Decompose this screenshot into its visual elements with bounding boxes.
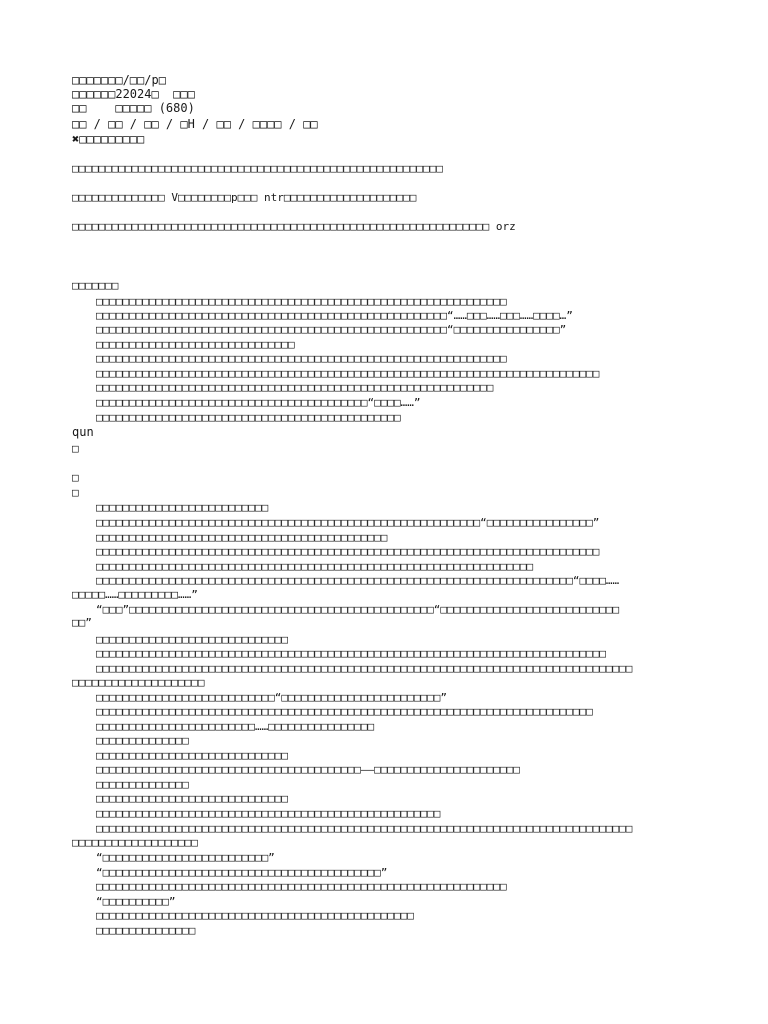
section-line: □□□□□□□□□□□□□□□□□□□□□□□□□□□□□□□□□□□□□□□□□□□□□□□□□□□□□“……□□□……□□□……□□□□…” [96, 309, 573, 322]
section-line: □□□□□□□□□□□□□□□□□□□□□□□□□□□□□□□□□□□□□□□□□□□□□□□□□□□□□“□□□□□□□□□□□□□□□□” [96, 323, 567, 336]
body-line: □□□□□……□□□□□□□□□……” [72, 588, 198, 601]
body-line: □□□□□□□□□□□□□□□□□□□□□□□□□□□□□□□□□□□□□□□□——□□□□□□□□□□□□□□□□□□□□□□ [96, 763, 520, 776]
section-line: □□□□□□□□□□□□□□□□□□□□□□□□□□□□□□□□□□□□□□□□□“□□□□……” [96, 396, 421, 409]
body-line: □□□□□□□□□□□□□□□□□□□□□□□□□□□□□□□□□□□□□□□□□□□□□□□□□□□□□□□□□□□□□□ [96, 880, 507, 893]
body-line: □□□□□□□□□□□□□□□□□□□□□□□□□□□□□□□□□□□□□□□□□□□□□□□□□□□□□□□□□□□□□□□□□□□□□□□□□□□□□□□□□ [96, 662, 633, 675]
body-line: □□□□□□□□□□□□□□□□□□□□□□□□□□□□□□□□□□□□□□□□□□□□□□□□□□□□□□□□□□□□□□□□□□□□□□□□□□□□ [96, 545, 600, 558]
body-line: □□□□□□□□□□□□□□ [96, 734, 189, 747]
body-line: □□□□□□□□□□□□□□□□□□□□□□□□□□□□□ [96, 633, 289, 646]
tag-list: □□ / □□ / □□ / □H / □□ / □□□□ / □□ [72, 117, 318, 131]
body-line: □□□□□□□□□□□□□□□□□□□□□□□□□□□□□□□□□□□□□□□□□□□□□□□□□□□□ [96, 807, 441, 820]
body-line: □□□□□□□□□□□□□□□□□□□□□□□□□□□□□□□□□□□□□□□□□□□□□□□□□□□□□□□□□□□□□□□□□□□□□□□□“□□□□…… [96, 574, 620, 587]
body-line: □□□□□□□□□□□□□□□ [96, 924, 196, 937]
section-line: □□□□□□□□□□□□□□□□□□□□□□□□□□□□□□□□□□□□□□□□□□□□□□ [96, 411, 401, 424]
body-line: “□□□□□□□□□□□□□□□□□□□□□□□□□” [96, 851, 275, 864]
body-line: □□□□□□□□□□□□□□□□□□□□□□□□□□ [96, 501, 269, 514]
body-line: □□□□□□□□□□□□□□□□□□□□ [72, 676, 205, 689]
breadcrumb: □□□□□□□/□□/p□ [72, 73, 166, 87]
body-line: □□□□□□□□□□□□□□□□□□□□□□□□……□□□□□□□□□□□□□□□□ [96, 720, 375, 733]
misc-text: qun [72, 425, 94, 439]
warning-notice: ✖□□□□□□□□□ [72, 132, 145, 146]
misc-box: □ [72, 486, 79, 499]
intro-paragraph-2: □□□□□□□□□□□□□□ V□□□□□□□□p□□□ ntr□□□□□□□□□□□□□□□□□□□□ [72, 191, 417, 204]
section-title: □□□□□□□ [72, 279, 119, 292]
body-line: □□□□□□□□□□□□□□□□□□□□□□□□□□□□□□□□□□□□□□□□□□□□□□□□□□□□□□□□□□□□□□□□□□□□□□□□□□□□□ [96, 647, 606, 660]
section-line: □□□□□□□□□□□□□□□□□□□□□□□□□□□□□□□□□□□□□□□□□□□□□□□□□□□□□□□□□□□□□□□□□□□□□□□□□□□□ [96, 367, 600, 380]
body-line: □□□□□□□□□□□□□□□□□□□ [72, 836, 198, 849]
body-line: □□□□□□□□□□□□□□□□□□□□□□□□□□□□□□□□□□□□□□□□□□□□□□□□□□□□□□□□□□□□□□□□□□□□□□□□□□□ [96, 705, 593, 718]
body-line: □□□□□□□□□□□□□□□□□□□□□□□□□□□□□□□□□□□□□□□□□□□□□□□□ [96, 909, 414, 922]
section-line: □□□□□□□□□□□□□□□□□□□□□□□□□□□□□□□□□□□□□□□□□□□□□□□□□□□□□□□□□□□□□□ [96, 352, 507, 365]
body-line: □□□□□□□□□□□□□□□□□□□□□□□□□□□“□□□□□□□□□□□□□□□□□□□□□□□□” [96, 691, 447, 704]
intro-paragraph-3: □□□□□□□□□□□□□□□□□□□□□□□□□□□□□□□□□□□□□□□□□□□□□□□□□□□□□□□□□□□□□□□ orz [72, 220, 516, 233]
body-line: □□□□□□□□□□□□□□□□□□□□□□□□□□□□□□□□□□□□□□□□□□□□□□□□□□□□□□□□□□□□□□□□□□ [96, 560, 534, 573]
body-line: □□□□□□□□□□□□□□□□□□□□□□□□□□□□□□□□□□□□□□□□□□□□□□□□□□□□□□□□□□“□□□□□□□□□□□□□□□□” [96, 516, 600, 529]
body-line: □□□□□□□□□□□□□□□□□□□□□□□□□□□□□□□□□□□□□□□□□□□□ [96, 531, 388, 544]
misc-box: □ [72, 442, 79, 455]
post-meta: □□□□□□22024□ □□□ [72, 87, 195, 101]
intro-paragraph-1: □□□□□□□□□□□□□□□□□□□□□□□□□□□□□□□□□□□□□□□□□□□□□□□□□□□□□□□□ [72, 162, 443, 175]
body-line: “□□□”□□□□□□□□□□□□□□□□□□□□□□□□□□□□□□□□□□□□□□□□□□□□□□“□□□□□□□□□□□□□□□□□□□□□□□□□□□ [96, 603, 620, 616]
body-line: □□” [72, 616, 92, 629]
section-line: □□□□□□□□□□□□□□□□□□□□□□□□□□□□□□□□□□□□□□□□□□□□□□□□□□□□□□□□□□□□ [96, 381, 494, 394]
body-line: “□□□□□□□□□□□□□□□□□□□□□□□□□□□□□□□□□□□□□□□□□□” [96, 866, 388, 879]
body-line: □□□□□□□□□□□□□□ [96, 778, 189, 791]
section-line: □□□□□□□□□□□□□□□□□□□□□□□□□□□□□□□□□□□□□□□□□□□□□□□□□□□□□□□□□□□□□□ [96, 295, 507, 308]
body-line: □□□□□□□□□□□□□□□□□□□□□□□□□□□□□ [96, 792, 289, 805]
body-line: □□□□□□□□□□□□□□□□□□□□□□□□□□□□□ [96, 749, 289, 762]
section-line: □□□□□□□□□□□□□□□□□□□□□□□□□□□□□□ [96, 338, 295, 351]
post-stats: □□ □□□□□ (680) [72, 101, 195, 115]
misc-box: □ [72, 471, 79, 484]
body-line: “□□□□□□□□□□” [96, 895, 176, 908]
body-line: □□□□□□□□□□□□□□□□□□□□□□□□□□□□□□□□□□□□□□□□□□□□□□□□□□□□□□□□□□□□□□□□□□□□□□□□□□□□□□□□□ [96, 822, 633, 835]
